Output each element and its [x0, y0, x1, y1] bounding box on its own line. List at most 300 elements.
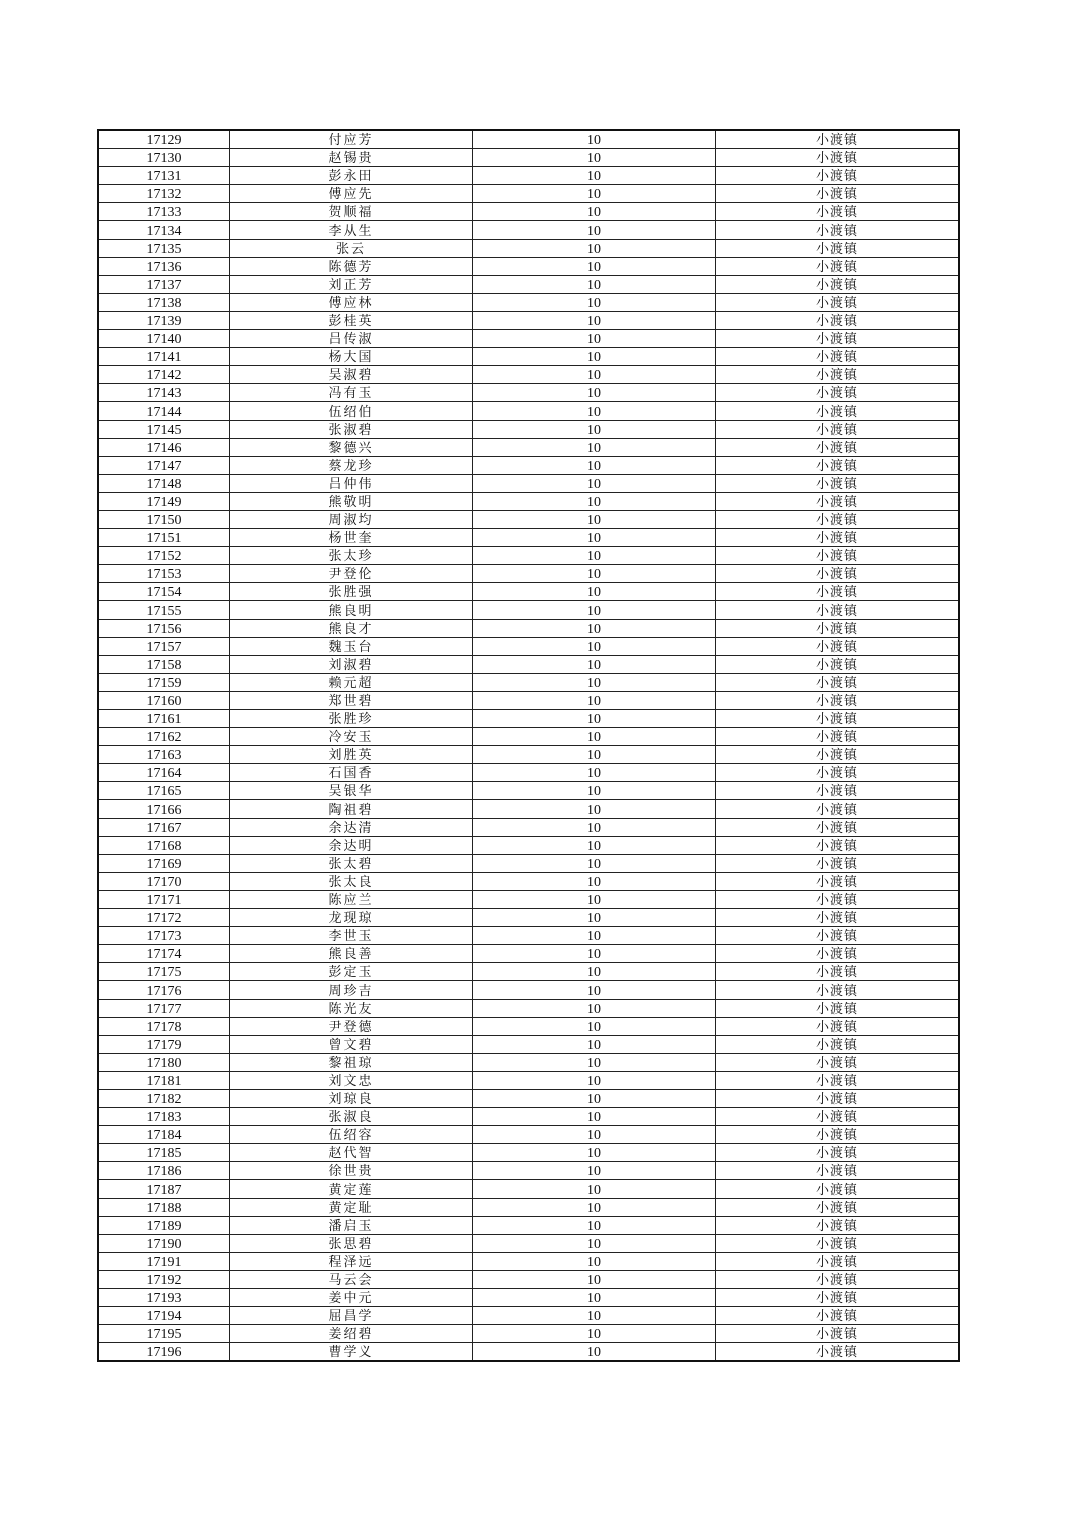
cell-amount: 10 — [473, 348, 716, 366]
cell-amount: 10 — [473, 438, 716, 456]
cell-name: 曹学义 — [230, 1343, 473, 1362]
cell-id: 17173 — [98, 927, 230, 945]
cell-id: 17187 — [98, 1180, 230, 1198]
cell-id: 17184 — [98, 1126, 230, 1144]
table-row — [98, 981, 959, 999]
cell-name: 陈德芳 — [230, 257, 473, 275]
cell-id: 17182 — [98, 1089, 230, 1107]
cell-town: 小渡镇 — [716, 510, 960, 528]
cell-amount: 10 — [473, 619, 716, 637]
cell-name: 刘琼良 — [230, 1089, 473, 1107]
cell-name: 蔡龙珍 — [230, 456, 473, 474]
cell-name: 张淑良 — [230, 1108, 473, 1126]
cell-name: 刘胜英 — [230, 746, 473, 764]
cell-name: 魏玉台 — [230, 637, 473, 655]
cell-amount: 10 — [473, 366, 716, 384]
table-row — [98, 836, 959, 854]
cell-town: 小渡镇 — [716, 1162, 960, 1180]
cell-id: 17137 — [98, 275, 230, 293]
cell-name: 李从生 — [230, 221, 473, 239]
cell-town: 小渡镇 — [716, 492, 960, 510]
cell-town: 小渡镇 — [716, 185, 960, 203]
cell-town: 小渡镇 — [716, 1270, 960, 1288]
cell-id: 17152 — [98, 547, 230, 565]
cell-amount: 10 — [473, 510, 716, 528]
table-row — [98, 348, 959, 366]
cell-id: 17163 — [98, 746, 230, 764]
cell-town: 小渡镇 — [716, 764, 960, 782]
cell-town: 小渡镇 — [716, 909, 960, 927]
cell-town: 小渡镇 — [716, 1053, 960, 1071]
cell-name: 刘文忠 — [230, 1071, 473, 1089]
table-row — [98, 1089, 959, 1107]
cell-amount: 10 — [473, 854, 716, 872]
cell-amount: 10 — [473, 1270, 716, 1288]
table-row — [98, 384, 959, 402]
cell-name: 马云会 — [230, 1270, 473, 1288]
cell-name: 张云 — [230, 239, 473, 257]
cell-town: 小渡镇 — [716, 981, 960, 999]
cell-id: 17190 — [98, 1234, 230, 1252]
cell-amount: 10 — [473, 149, 716, 167]
cell-name: 陈光友 — [230, 999, 473, 1017]
cell-name: 熊良善 — [230, 945, 473, 963]
cell-name: 熊良才 — [230, 619, 473, 637]
table-row — [98, 529, 959, 547]
cell-id: 17196 — [98, 1343, 230, 1362]
cell-name: 吴银华 — [230, 782, 473, 800]
cell-amount: 10 — [473, 547, 716, 565]
cell-id: 17144 — [98, 402, 230, 420]
cell-amount: 10 — [473, 221, 716, 239]
table-row — [98, 1162, 959, 1180]
cell-town: 小渡镇 — [716, 239, 960, 257]
cell-id: 17155 — [98, 601, 230, 619]
cell-name: 付应芳 — [230, 130, 473, 149]
table-row — [98, 149, 959, 167]
table-row — [98, 601, 959, 619]
cell-amount: 10 — [473, 1162, 716, 1180]
cell-name: 张太珍 — [230, 547, 473, 565]
cell-amount: 10 — [473, 1289, 716, 1307]
cell-amount: 10 — [473, 474, 716, 492]
cell-town: 小渡镇 — [716, 149, 960, 167]
cell-name: 屈昌学 — [230, 1307, 473, 1325]
cell-id: 17143 — [98, 384, 230, 402]
cell-amount: 10 — [473, 311, 716, 329]
cell-id: 17140 — [98, 330, 230, 348]
cell-name: 吕传淑 — [230, 330, 473, 348]
cell-amount: 10 — [473, 492, 716, 510]
cell-amount: 10 — [473, 800, 716, 818]
table-row — [98, 872, 959, 890]
cell-town: 小渡镇 — [716, 818, 960, 836]
table-row — [98, 1144, 959, 1162]
cell-id: 17146 — [98, 438, 230, 456]
cell-id: 17166 — [98, 800, 230, 818]
cell-amount: 10 — [473, 999, 716, 1017]
cell-amount: 10 — [473, 927, 716, 945]
cell-amount: 10 — [473, 1144, 716, 1162]
table-row — [98, 818, 959, 836]
table-row — [98, 1126, 959, 1144]
cell-name: 贺顺福 — [230, 203, 473, 221]
cell-name: 尹登伦 — [230, 565, 473, 583]
cell-name: 黄定耻 — [230, 1198, 473, 1216]
cell-town: 小渡镇 — [716, 167, 960, 185]
cell-town: 小渡镇 — [716, 746, 960, 764]
cell-id: 17130 — [98, 149, 230, 167]
cell-amount: 10 — [473, 1180, 716, 1198]
cell-town: 小渡镇 — [716, 1198, 960, 1216]
cell-town: 小渡镇 — [716, 1089, 960, 1107]
cell-id: 17165 — [98, 782, 230, 800]
table-row — [98, 1234, 959, 1252]
cell-id: 17148 — [98, 474, 230, 492]
cell-amount: 10 — [473, 691, 716, 709]
cell-name: 杨大国 — [230, 348, 473, 366]
cell-name: 彭永田 — [230, 167, 473, 185]
cell-amount: 10 — [473, 945, 716, 963]
cell-name: 龙现琼 — [230, 909, 473, 927]
cell-id: 17157 — [98, 637, 230, 655]
table-row — [98, 1180, 959, 1198]
cell-amount: 10 — [473, 872, 716, 890]
cell-town: 小渡镇 — [716, 655, 960, 673]
cell-amount: 10 — [473, 130, 716, 149]
cell-amount: 10 — [473, 1035, 716, 1053]
cell-name: 余达清 — [230, 818, 473, 836]
cell-amount: 10 — [473, 456, 716, 474]
cell-name: 程泽远 — [230, 1252, 473, 1270]
table-row — [98, 1270, 959, 1288]
table-row — [98, 1071, 959, 1089]
table-row — [98, 185, 959, 203]
table-row — [98, 1017, 959, 1035]
cell-town: 小渡镇 — [716, 420, 960, 438]
table-row — [98, 221, 959, 239]
table-row — [98, 963, 959, 981]
cell-id: 17154 — [98, 583, 230, 601]
table-row — [98, 909, 959, 927]
cell-id: 17185 — [98, 1144, 230, 1162]
cell-town: 小渡镇 — [716, 348, 960, 366]
cell-town: 小渡镇 — [716, 456, 960, 474]
cell-amount: 10 — [473, 655, 716, 673]
table-row — [98, 130, 959, 149]
cell-amount: 10 — [473, 583, 716, 601]
cell-id: 17181 — [98, 1071, 230, 1089]
cell-town: 小渡镇 — [716, 474, 960, 492]
cell-name: 姜中元 — [230, 1289, 473, 1307]
cell-town: 小渡镇 — [716, 1307, 960, 1325]
table-row — [98, 710, 959, 728]
table-row — [98, 293, 959, 311]
table-row — [98, 438, 959, 456]
cell-id: 17145 — [98, 420, 230, 438]
cell-name: 熊良明 — [230, 601, 473, 619]
cell-name: 杨世奎 — [230, 529, 473, 547]
cell-town: 小渡镇 — [716, 1035, 960, 1053]
cell-id: 17174 — [98, 945, 230, 963]
cell-id: 17175 — [98, 963, 230, 981]
cell-id: 17192 — [98, 1270, 230, 1288]
table-row — [98, 764, 959, 782]
cell-amount: 10 — [473, 1053, 716, 1071]
cell-id: 17171 — [98, 890, 230, 908]
cell-amount: 10 — [473, 963, 716, 981]
cell-amount: 10 — [473, 1089, 716, 1107]
cell-amount: 10 — [473, 981, 716, 999]
cell-town: 小渡镇 — [716, 800, 960, 818]
cell-amount: 10 — [473, 909, 716, 927]
cell-id: 17149 — [98, 492, 230, 510]
cell-town: 小渡镇 — [716, 1071, 960, 1089]
cell-id: 17133 — [98, 203, 230, 221]
cell-name: 张胜强 — [230, 583, 473, 601]
cell-id: 17156 — [98, 619, 230, 637]
cell-name: 黄定莲 — [230, 1180, 473, 1198]
cell-amount: 10 — [473, 257, 716, 275]
cell-name: 张思碧 — [230, 1234, 473, 1252]
cell-amount: 10 — [473, 601, 716, 619]
cell-town: 小渡镇 — [716, 311, 960, 329]
cell-amount: 10 — [473, 1198, 716, 1216]
cell-town: 小渡镇 — [716, 782, 960, 800]
cell-town: 小渡镇 — [716, 691, 960, 709]
cell-town: 小渡镇 — [716, 529, 960, 547]
cell-id: 17151 — [98, 529, 230, 547]
cell-amount: 10 — [473, 890, 716, 908]
table-row — [98, 1216, 959, 1234]
cell-id: 17191 — [98, 1252, 230, 1270]
cell-id: 17193 — [98, 1289, 230, 1307]
cell-name: 吴淑碧 — [230, 366, 473, 384]
cell-town: 小渡镇 — [716, 1343, 960, 1362]
cell-name: 曾文碧 — [230, 1035, 473, 1053]
cell-town: 小渡镇 — [716, 890, 960, 908]
cell-id: 17162 — [98, 728, 230, 746]
cell-town: 小渡镇 — [716, 203, 960, 221]
cell-amount: 10 — [473, 1343, 716, 1362]
cell-id: 17160 — [98, 691, 230, 709]
cell-amount: 10 — [473, 1252, 716, 1270]
cell-town: 小渡镇 — [716, 565, 960, 583]
cell-amount: 10 — [473, 565, 716, 583]
cell-id: 17147 — [98, 456, 230, 474]
cell-id: 17169 — [98, 854, 230, 872]
cell-name: 周淑均 — [230, 510, 473, 528]
cell-name: 陈应兰 — [230, 890, 473, 908]
cell-name: 伍绍伯 — [230, 402, 473, 420]
cell-name: 冯有玉 — [230, 384, 473, 402]
cell-amount: 10 — [473, 746, 716, 764]
cell-amount: 10 — [473, 384, 716, 402]
cell-name: 冷安玉 — [230, 728, 473, 746]
cell-name: 张太碧 — [230, 854, 473, 872]
table-row — [98, 1035, 959, 1053]
table-row — [98, 330, 959, 348]
cell-name: 黎祖琼 — [230, 1053, 473, 1071]
cell-id: 17164 — [98, 764, 230, 782]
cell-id: 17170 — [98, 872, 230, 890]
cell-id: 17136 — [98, 257, 230, 275]
table-row — [98, 1325, 959, 1343]
table-row — [98, 782, 959, 800]
cell-amount: 10 — [473, 185, 716, 203]
cell-name: 熊敬明 — [230, 492, 473, 510]
cell-town: 小渡镇 — [716, 1017, 960, 1035]
cell-name: 赵代智 — [230, 1144, 473, 1162]
cell-name: 伍绍容 — [230, 1126, 473, 1144]
table-row — [98, 311, 959, 329]
cell-id: 17180 — [98, 1053, 230, 1071]
cell-amount: 10 — [473, 710, 716, 728]
cell-town: 小渡镇 — [716, 1252, 960, 1270]
cell-town: 小渡镇 — [716, 673, 960, 691]
table-row — [98, 999, 959, 1017]
table-row — [98, 637, 959, 655]
cell-town: 小渡镇 — [716, 1144, 960, 1162]
cell-id: 17176 — [98, 981, 230, 999]
cell-name: 陶祖碧 — [230, 800, 473, 818]
cell-town: 小渡镇 — [716, 330, 960, 348]
cell-amount: 10 — [473, 203, 716, 221]
cell-id: 17142 — [98, 366, 230, 384]
cell-town: 小渡镇 — [716, 547, 960, 565]
cell-town: 小渡镇 — [716, 637, 960, 655]
cell-amount: 10 — [473, 728, 716, 746]
cell-name: 吕仲伟 — [230, 474, 473, 492]
cell-town: 小渡镇 — [716, 1325, 960, 1343]
cell-id: 17153 — [98, 565, 230, 583]
cell-town: 小渡镇 — [716, 601, 960, 619]
cell-id: 17131 — [98, 167, 230, 185]
table-row — [98, 1252, 959, 1270]
cell-name: 张淑碧 — [230, 420, 473, 438]
cell-amount: 10 — [473, 637, 716, 655]
cell-name: 黎德兴 — [230, 438, 473, 456]
table-row — [98, 547, 959, 565]
cell-town: 小渡镇 — [716, 257, 960, 275]
table-row — [98, 927, 959, 945]
cell-name: 刘正芳 — [230, 275, 473, 293]
cell-town: 小渡镇 — [716, 836, 960, 854]
table-row — [98, 800, 959, 818]
cell-name: 张胜珍 — [230, 710, 473, 728]
table-row — [98, 746, 959, 764]
cell-id: 17158 — [98, 655, 230, 673]
cell-id: 17177 — [98, 999, 230, 1017]
table-row — [98, 474, 959, 492]
cell-town: 小渡镇 — [716, 402, 960, 420]
cell-town: 小渡镇 — [716, 1289, 960, 1307]
cell-amount: 10 — [473, 818, 716, 836]
table-row — [98, 366, 959, 384]
cell-amount: 10 — [473, 764, 716, 782]
table-row — [98, 890, 959, 908]
cell-id: 17134 — [98, 221, 230, 239]
cell-amount: 10 — [473, 402, 716, 420]
table-row — [98, 565, 959, 583]
cell-name: 徐世贵 — [230, 1162, 473, 1180]
cell-id: 17188 — [98, 1198, 230, 1216]
cell-amount: 10 — [473, 420, 716, 438]
cell-town: 小渡镇 — [716, 945, 960, 963]
cell-id: 17183 — [98, 1108, 230, 1126]
table-row — [98, 673, 959, 691]
table-row — [98, 583, 959, 601]
table-row — [98, 619, 959, 637]
cell-town: 小渡镇 — [716, 1180, 960, 1198]
cell-name: 潘启玉 — [230, 1216, 473, 1234]
cell-name: 郑世碧 — [230, 691, 473, 709]
cell-town: 小渡镇 — [716, 438, 960, 456]
cell-name: 石国香 — [230, 764, 473, 782]
cell-amount: 10 — [473, 1216, 716, 1234]
cell-amount: 10 — [473, 782, 716, 800]
cell-id: 17161 — [98, 710, 230, 728]
cell-id: 17150 — [98, 510, 230, 528]
table-row — [98, 510, 959, 528]
table-row — [98, 420, 959, 438]
cell-town: 小渡镇 — [716, 728, 960, 746]
cell-amount: 10 — [473, 330, 716, 348]
cell-town: 小渡镇 — [716, 963, 960, 981]
cell-town: 小渡镇 — [716, 710, 960, 728]
cell-id: 17129 — [98, 130, 230, 149]
table-row — [98, 854, 959, 872]
cell-amount: 10 — [473, 1071, 716, 1089]
cell-town: 小渡镇 — [716, 1126, 960, 1144]
table-row — [98, 655, 959, 673]
table-row — [98, 1343, 959, 1362]
cell-town: 小渡镇 — [716, 1108, 960, 1126]
cell-name: 尹登德 — [230, 1017, 473, 1035]
cell-town: 小渡镇 — [716, 130, 960, 149]
cell-amount: 10 — [473, 529, 716, 547]
cell-name: 赵锡贵 — [230, 149, 473, 167]
cell-town: 小渡镇 — [716, 872, 960, 890]
cell-amount: 10 — [473, 239, 716, 257]
table-row — [98, 492, 959, 510]
cell-town: 小渡镇 — [716, 1234, 960, 1252]
table-row — [98, 1289, 959, 1307]
cell-amount: 10 — [473, 1325, 716, 1343]
table-row — [98, 257, 959, 275]
table-row — [98, 167, 959, 185]
cell-id: 17186 — [98, 1162, 230, 1180]
cell-amount: 10 — [473, 673, 716, 691]
cell-name: 傅应林 — [230, 293, 473, 311]
cell-town: 小渡镇 — [716, 999, 960, 1017]
cell-town: 小渡镇 — [716, 927, 960, 945]
cell-town: 小渡镇 — [716, 221, 960, 239]
cell-town: 小渡镇 — [716, 384, 960, 402]
table-row — [98, 275, 959, 293]
cell-amount: 10 — [473, 293, 716, 311]
table-row — [98, 1198, 959, 1216]
cell-name: 赖元超 — [230, 673, 473, 691]
cell-town: 小渡镇 — [716, 619, 960, 637]
cell-id: 17179 — [98, 1035, 230, 1053]
cell-amount: 10 — [473, 836, 716, 854]
cell-town: 小渡镇 — [716, 583, 960, 601]
cell-name: 刘淑碧 — [230, 655, 473, 673]
table-row — [98, 402, 959, 420]
cell-id: 17159 — [98, 673, 230, 691]
cell-town: 小渡镇 — [716, 854, 960, 872]
